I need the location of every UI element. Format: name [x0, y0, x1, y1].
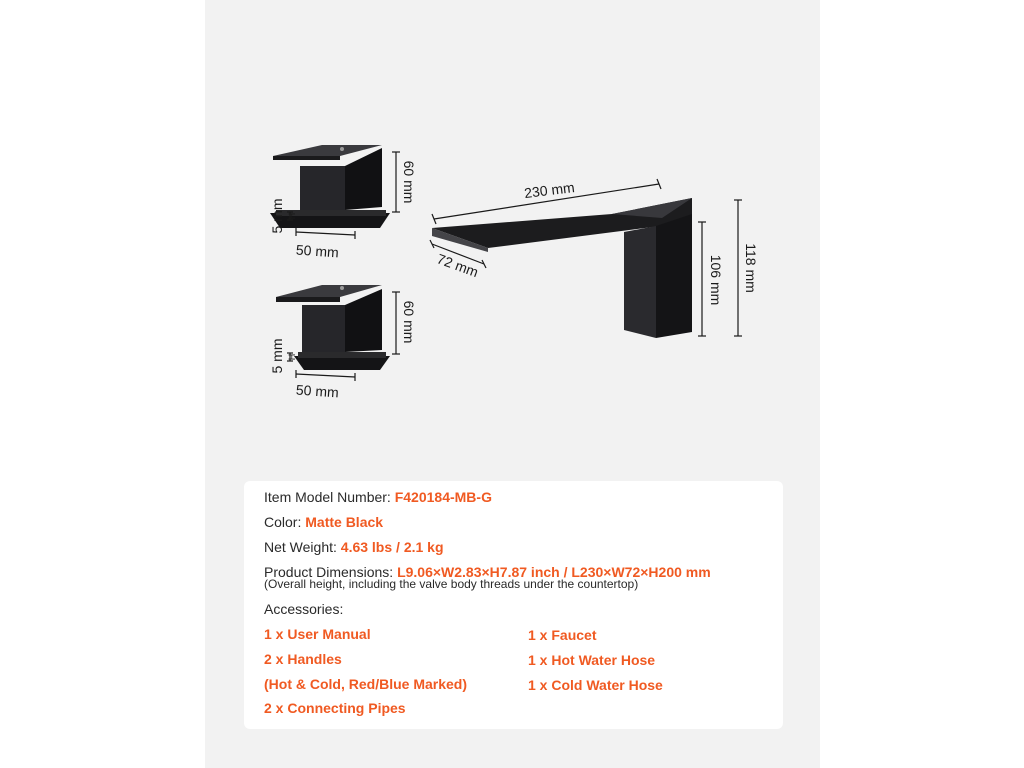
faucet-length-label: 230 mm	[523, 179, 576, 202]
color-row	[264, 514, 383, 530]
weight-value: 4.63 lbs / 2.1 kg	[340, 539, 444, 555]
handle-bottom-height-label: 60 mm	[401, 300, 417, 344]
handle-bottom-base-mark: H	[287, 353, 297, 361]
accessory-item: 2 x Connecting Pipes	[264, 700, 406, 716]
accessory-item: 2 x Handles	[264, 651, 342, 667]
spec-card	[244, 481, 783, 729]
dimensions-label: Product Dimensions:	[264, 564, 394, 580]
accessory-item: 1 x Cold Water Hose	[528, 677, 663, 693]
faucet-total-height-label: 118 mm	[743, 243, 759, 293]
handle-top-base-mark: H	[287, 212, 297, 220]
dimensions-note: (Overall height, including the valve body threads under the countertop)	[264, 577, 639, 591]
accessories-label: Accessories:	[264, 601, 344, 617]
model-value: F420184-MB-G	[394, 489, 492, 505]
handle-top-width-label: 50 mm	[295, 241, 340, 261]
dimensions-value: L9.06×W2.83×H7.87 inch / L230×W72×H200 mm	[397, 564, 711, 580]
handle-bottom-width-label: 50 mm	[295, 381, 340, 401]
handle-top-height-label: 60 mm	[401, 160, 417, 204]
weight-row	[264, 539, 444, 555]
faucet-spout-height-label: 106 mm	[708, 254, 724, 306]
weight-label: Net Weight:	[264, 539, 337, 555]
model-row	[264, 489, 492, 505]
handle-bottom-base-label: 5 mm	[269, 338, 285, 374]
handle-top-base-label: 5 mm	[269, 198, 285, 234]
accessory-item: (Hot & Cold, Red/Blue Marked)	[264, 676, 468, 692]
accessory-item: 1 x Faucet	[528, 627, 597, 643]
color-label: Color:	[264, 514, 302, 530]
accessory-item: 1 x Hot Water Hose	[528, 652, 656, 668]
color-value: Matte Black	[305, 514, 384, 530]
accessory-item: 1 x User Manual	[264, 626, 371, 642]
faucet-depth-label: 72 mm	[434, 250, 481, 281]
model-label: Item Model Number:	[264, 489, 391, 505]
